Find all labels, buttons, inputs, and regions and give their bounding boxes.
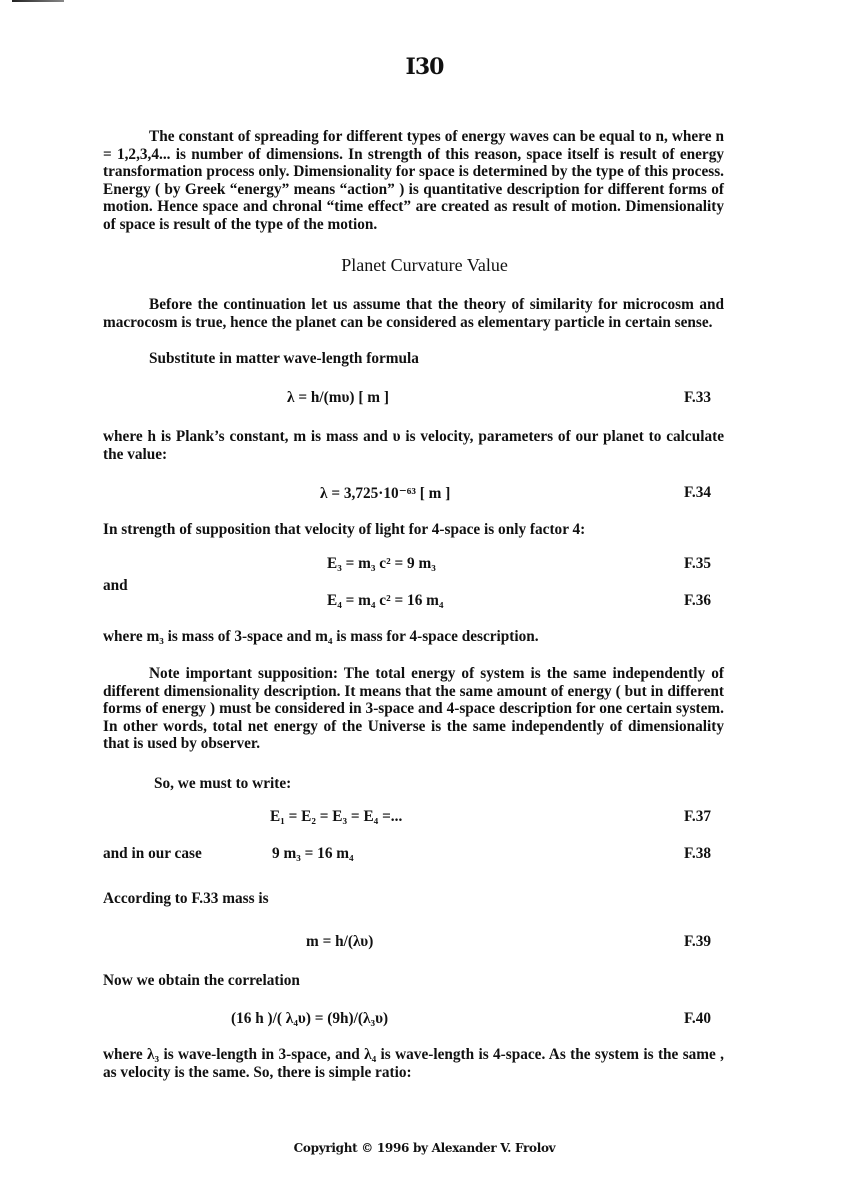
section-heading: Planet Curvature Value [341,255,508,275]
copyright-footer: Copyright © 1996 by Alexander V. Frolov [293,1141,556,1155]
equation-label-f37: F.37 [683,808,711,825]
note-paragraph: Note important supposition: The total energy of system is the same independently of different dimensionality description. It means that the same amount of energy ( but in different forms of energy ) must be considered in 3-space and 4-space description for one certain system. In other words, total net energy of the Universe is the same independently of dimensionality that is used by observer. [103,665,724,752]
before-paragraph: Before the continuation let us assume that the theory of similarity for microcosm and macrocosm is true, hence the planet can be considered as elementary particle in certain sense. [103,296,724,331]
according-text: According to F.33 mass is [103,890,269,907]
equation-f38: 9 m₃ = 16 m₄ [272,845,354,862]
equation-f34: λ = 3,725·10⁻⁶³ [ m ] [320,485,451,502]
and-text: and [103,577,128,594]
intro-paragraph: The constant of spreading for different types of energy waves can be equal to n, where n = 1,2,3,4... is number of dimensions. In strength of this reason, space itself is result of energy transformation process only. Dimensionality for space is determined by the type of this process. Energy ( by Greek “energy” means “action” ) is quantitative description for different forms of motion. Hence space and chronal “time effect” are created as result of motion. Dimensionality of space is result of the type of the motion. [103,128,724,233]
page-number: I30 [405,54,444,80]
scan-artifact-line [12,0,64,2]
equation-f36: E₄ = m₄ c² = 16 m₄ [327,592,444,609]
where-m-text: where m₃ is mass of 3-space and m₄ is mass for 4-space description. [103,628,539,645]
equation-label-f39: F.39 [683,933,711,950]
where-lambda-paragraph: where λ₃ is wave-length in 3-space, and λ₄ is wave-length is 4-space. As the system is the same , as velocity is the same. So, there is simple ratio: [103,1046,724,1081]
equation-label-f38: F.38 [683,845,711,862]
where-h-paragraph: where h is Plank’s constant, m is mass and υ is velocity, parameters of our planet to calculate the value: [103,428,724,463]
equation-label-f35: F.35 [683,555,711,572]
equation-f37: E₁ = E₂ = E₃ = E₄ =... [270,808,403,825]
and-in-our-case-text: and in our case [103,845,202,862]
equation-f39: m = h/(λυ) [306,933,374,950]
equation-f35: E₃ = m₃ c² = 9 m₃ [327,555,436,572]
strength-text: In strength of supposition that velocity of light for 4-space is only factor 4: [103,521,586,538]
substitute-text: Substitute in matter wave-length formula [149,350,419,367]
equation-label-f40: F.40 [683,1010,711,1027]
equation-f40: (16 h )/( λ₄υ) = (9h)/(λ₃υ) [231,1010,389,1027]
so-text: So, we must to write: [154,775,292,792]
equation-f33: λ = h/(mυ) [ m ] [287,389,389,406]
equation-label-f34: F.34 [683,484,711,501]
equation-label-f36: F.36 [683,592,711,609]
now-text: Now we obtain the correlation [103,972,300,989]
equation-label-f33: F.33 [683,389,711,406]
